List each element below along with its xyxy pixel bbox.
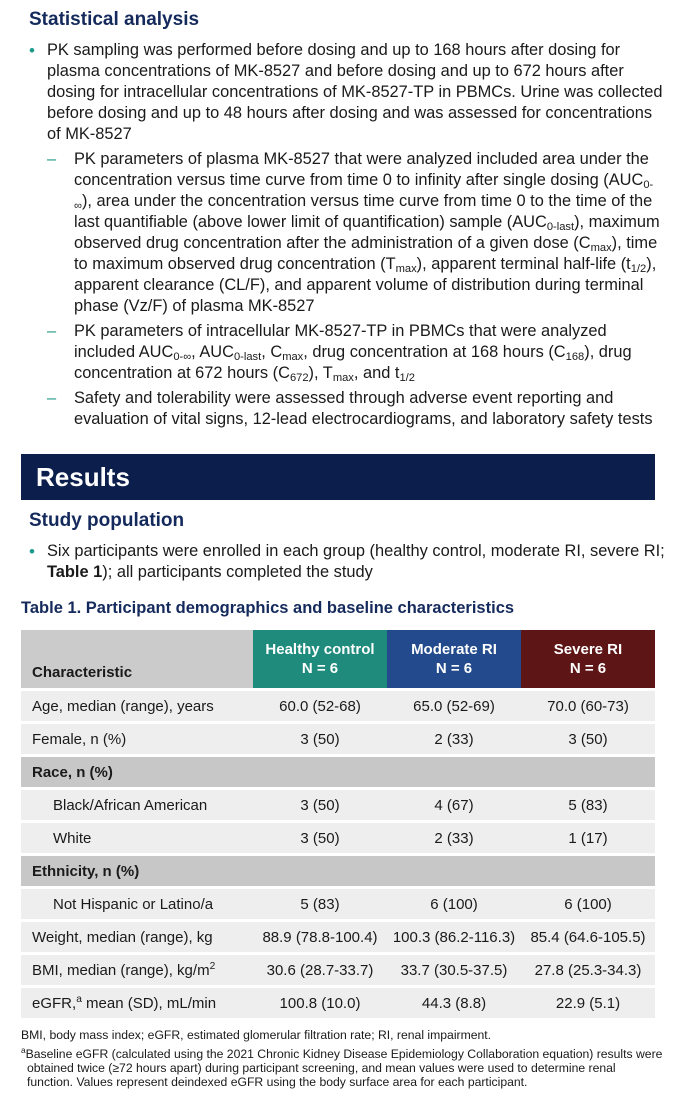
- statistical-analysis-heading: Statistical analysis: [29, 9, 200, 30]
- table-row: [21, 889, 655, 919]
- characteristic-header: Characteristic: [21, 630, 253, 688]
- healthy-control-cell: 30.6 (28.7-33.7): [253, 955, 387, 985]
- severe-ri-cell: 27.8 (25.3-34.3): [521, 955, 655, 985]
- moderate-ri-cell: 2 (33): [387, 724, 521, 754]
- severe-ri-cell: 1 (17): [521, 823, 655, 853]
- severe-ri-cell: 6 (100): [521, 889, 655, 919]
- plasma-pk-parameters-bullet: – PK parameters of plasma MK-8527 that were analyzed included area under the concentration versus time curve from time 0 to infinity after single dosing $(AUC_{0-\infty})$, area under the concentration versus time curve from time 0 to the time of the last quantifiable (above lower limit of quantification) sample $(AUC_{0-last})$, maximum observed drug concentration after the administration of a given dose $(C_{max})$, time to maximum observed drug concentration $(T_{max})$, apparent terminal half-life $(t_{1/2})$, apparent clearance (CL/F), and apparent volume of distribution during terminal phase (Vz/F) of plasma MK-8527: [29, 149, 669, 317]
- severe-ri-cell: 5 (83): [521, 790, 655, 820]
- statistical-analysis-list: [29, 40, 669, 430]
- row-label: Black/African American: [21, 790, 253, 820]
- study-population-list: [29, 541, 669, 583]
- table-section-row: [21, 856, 655, 886]
- healthy-control-cell: 100.8 (10.0): [253, 988, 387, 1018]
- healthy-control-cell: 3 (50): [253, 790, 387, 820]
- severe-ri-header: Severe RI N = 6: [521, 630, 655, 688]
- table-row: [21, 790, 655, 820]
- healthy-control-cell: 3 (50): [253, 823, 387, 853]
- table-row: [21, 922, 655, 952]
- table-row: [21, 955, 655, 985]
- table-row: [21, 724, 655, 754]
- section-label: Race, n (%): [21, 757, 655, 787]
- severe-ri-cell: 22.9 (5.1): [521, 988, 655, 1018]
- enrollment-bullet: • Six participants were enrolled in each group (healthy control, moderate RI, severe RI; Table 1); all participants completed the study: [29, 541, 669, 583]
- table-row: [21, 988, 655, 1018]
- moderate-ri-cell: 100.3 (86.2-116.3): [387, 922, 521, 952]
- demographics-table: [21, 627, 655, 1021]
- results-banner: Results: [21, 454, 655, 500]
- row-label: eGFR,$^a$ mean (SD), mL/min: [21, 988, 253, 1018]
- table-row: [21, 823, 655, 853]
- row-label: BMI, median (range), $kg/m^2$: [21, 955, 253, 985]
- row-label: White: [21, 823, 253, 853]
- moderate-ri-cell: 2 (33): [387, 823, 521, 853]
- moderate-ri-cell: 65.0 (52-69): [387, 691, 521, 721]
- row-label: Not Hispanic or Latino/a: [21, 889, 253, 919]
- severe-ri-cell: 85.4 (64.6-105.5): [521, 922, 655, 952]
- moderate-ri-cell: 33.7 (30.5-37.5): [387, 955, 521, 985]
- healthy-control-header: Healthy control N = 6: [253, 630, 387, 688]
- abbreviations-footnote: BMI, body mass index; eGFR, estimated glomerular filtration rate; RI, renal impairment.: [21, 1028, 492, 1042]
- table-section-row: [21, 757, 655, 787]
- healthy-control-cell: 60.0 (52-68): [253, 691, 387, 721]
- moderate-ri-cell: 6 (100): [387, 889, 521, 919]
- healthy-control-cell: 5 (83): [253, 889, 387, 919]
- moderate-ri-header: Moderate RI N = 6: [387, 630, 521, 688]
- row-label: Age, median (range), years: [21, 691, 253, 721]
- row-label: Weight, median (range), kg: [21, 922, 253, 952]
- intracellular-pk-parameters-bullet: – PK parameters of intracellular MK-8527-TP in PBMCs that were analyzed included $AUC_{0-\infty}$, $AUC_{0-last}$, $C_{max}$, drug concentration at 168 hours $(C_{168})$, drug concentration at 672 hours $(C_{672})$, $T_{max}$, and $t_{1/2}$: [29, 321, 669, 384]
- pk-sampling-bullet: • PK sampling was performed before dosing and up to 168 hours after dosing for plasma concentrations of MK-8527 and before dosing and up to 672 hours after dosing for intracellular concentrations of MK-8527-TP in PBMCs. Urine was collected before dosing and up to 48 hours after dosing and was assessed for concentrations of MK-8527: [29, 40, 669, 145]
- section-label: Ethnicity, n (%): [21, 856, 655, 886]
- severe-ri-cell: 3 (50): [521, 724, 655, 754]
- table-caption: Table 1. Participant demographics and baseline characteristics: [21, 599, 515, 617]
- safety-tolerability-bullet: – Safety and tolerability were assessed through adverse event reporting and evaluation of vital signs, 12-lead electrocardiograms, and laboratory safety tests: [29, 388, 669, 430]
- table-row: [21, 691, 655, 721]
- study-population-heading: Study population: [29, 510, 185, 531]
- egfr-footnote: $^a$Baseline eGFR (calculated using the 2021 Chronic Kidney Disease Epidemiology Collaboration equation) results were obtained twice (≥72 hours apart) during participant screening, and mean values were used to determine renal function. Values represent deindexed eGFR using the body surface area for each participant.: [21, 1044, 663, 1089]
- moderate-ri-cell: 4 (67): [387, 790, 521, 820]
- moderate-ri-cell: 44.3 (8.8): [387, 988, 521, 1018]
- row-label: Female, n (%): [21, 724, 253, 754]
- severe-ri-cell: 70.0 (60-73): [521, 691, 655, 721]
- healthy-control-cell: 88.9 (78.8-100.4): [253, 922, 387, 952]
- table-header-row: [21, 630, 655, 688]
- healthy-control-cell: 3 (50): [253, 724, 387, 754]
